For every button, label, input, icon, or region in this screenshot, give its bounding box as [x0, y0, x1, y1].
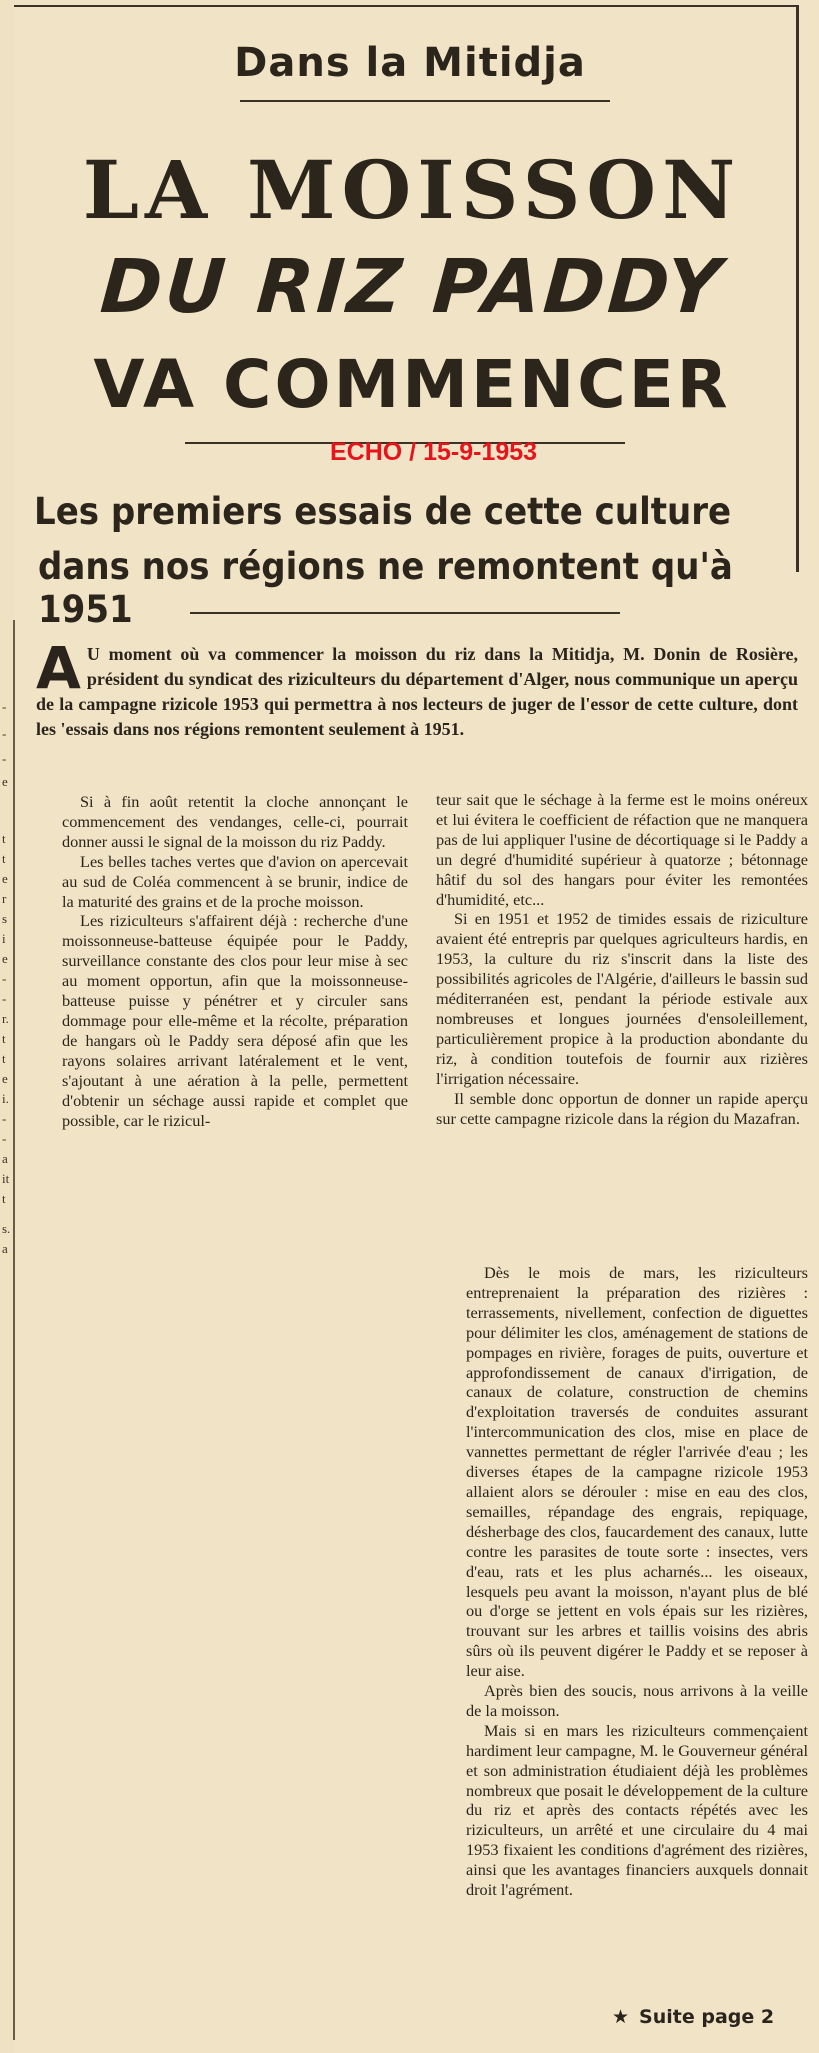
paragraph: Si en 1951 et 1952 de timides essais de riziculture avaient été entrepris par quelques agriculteurs hardis, en 1953, la culture du riz s'inscrit dans la liste des possibilités agricoles de l'Algérie, d'ailleurs le bassin sud méditerranéen est, pendant la période estivale aux nombreuses et longues journées d'ensoleillement, particulièrement propice à la production abondante du riz, à condition toutefois de fournir aux rizières l'irrigation nécessaire.: [436, 909, 808, 1088]
article-column-2: [436, 790, 808, 1128]
margin-char: -: [2, 1111, 7, 1126]
left-margin-strip: [0, 0, 14, 2053]
lead-text: U moment où va commencer la moisson du riz dans la Mitidja, M. Donin de Rosière, président du syndicat des riziculteurs du département d'Alger, nous communique un aperçu de la campagne rizicole 1953 qui permettra à nos lecteurs de juger de l'essor de cette culture, dont les 'essais dans nos régions remontent seulement à 1951.: [36, 644, 798, 739]
margin-char: -: [2, 726, 7, 741]
headline-line-3: VA COMMENCER: [93, 346, 731, 423]
margin-char: a: [2, 1241, 8, 1256]
continuation-text: Suite page 2: [639, 2006, 775, 2028]
headline-line-1: LA MOISSON: [82, 143, 742, 237]
paragraph: Après bien des soucis, nous arrivons à la veille de la moisson.: [466, 1681, 808, 1720]
drop-cap: A: [36, 634, 81, 702]
article-column-3: [466, 1263, 808, 1900]
headline-line-2: DU RIZ PADDY: [97, 244, 727, 330]
margin-char: i.: [2, 1091, 9, 1106]
margin-char: e: [2, 871, 8, 886]
margin-char: s.: [2, 1221, 11, 1236]
article-column-1: [62, 792, 408, 1130]
margin-char: -: [2, 991, 7, 1006]
margin-char: -: [2, 699, 7, 714]
margin-char: e: [2, 951, 8, 966]
continuation-note: [612, 2006, 774, 2028]
margin-char: -: [2, 751, 7, 766]
paragraph: teur sait que le séchage à la ferme est le moins onéreux et lui évitera le coefficient de réfaction que ne manquera pas de lui appliquer l'usine de décortiquage si le Paddy a un degré d'humidité supérieur à quatorze ; bétonnage hâtif du sol des hangars pour éviter les remontées d'humidité, etc...: [436, 790, 808, 909]
margin-char: -: [2, 971, 7, 986]
archive-stamp: ECHO / 15-9-1953: [330, 438, 538, 466]
paragraph: Les riziculteurs s'affairent déjà : recherche d'une moissonneuse-batteuse équipée pour le Paddy, surveillance constante des clos pour leur mise à sec au moment opportun, afin que la moissonneuse-batteuse puisse y pénétrer et y circuler sans dommage pour elle-même et la récolte, préparation de hangars où le Paddy sera déposé afin que les rayons solaires arrivant latéralement et le vent, s'ajoutant à une aération à la pelle, permettent d'obtenir un séchage aussi rapide et complet que possible, car le rizicul-: [62, 911, 408, 1130]
paragraph: Les belles taches vertes que d'avion on apercevait au sud de Coléa commencent à se brunir, indice de la maturité des grains et de la proche moisson.: [62, 851, 408, 911]
margin-char: i: [2, 931, 6, 946]
margin-char: t: [2, 831, 6, 846]
paragraph: Si à fin août retentit la cloche annonçant le commencement des vendanges, celle-ci, pourrait donner aussi le signal de la moisson du riz Paddy.: [62, 792, 408, 851]
margin-char: r.: [2, 1011, 9, 1026]
subheadline-line-2: dans nos régions ne remontent qu'à 1951: [38, 545, 733, 631]
margin-char: e: [2, 774, 8, 789]
margin-char: t: [2, 851, 6, 866]
margin-char: t: [2, 1191, 6, 1206]
subheadline-line-1: Les premiers essais de cette culture: [34, 490, 732, 533]
subheadline-rule: [190, 612, 620, 614]
margin-char: t: [2, 1031, 6, 1046]
section-kicker: Dans la Mitidja: [234, 40, 586, 86]
paragraph: Mais si en mars les riziculteurs commençaient hardiment leur campagne, M. le Gouverneur général et son administration étudiaient déjà les problèmes nombreux que posait le développement de la culture du riz et après des contacts répétés avec les riziculteurs, un arrêté et une circulaire du 4 mai 1953 fixaient les conditions d'agrément des rizières, ainsi que les avantages financiers auxquels donnait droit l'agrément.: [466, 1720, 808, 1900]
margin-char: e: [2, 1071, 8, 1086]
margin-char: t: [2, 1051, 6, 1066]
article-lead: [36, 634, 798, 742]
column-divider: [13, 620, 15, 2040]
kicker-rule: [240, 100, 610, 102]
margin-char: a: [2, 1151, 8, 1166]
paragraph: Il semble donc opportun de donner un rapide aperçu sur cette campagne rizicole dans la région du Mazafran.: [436, 1088, 808, 1128]
margin-char: it: [2, 1171, 10, 1186]
margin-char: -: [2, 1131, 7, 1146]
margin-char: s: [2, 911, 8, 926]
star-icon: ★: [612, 2006, 630, 2028]
paragraph: Dès le mois de mars, les riziculteurs entreprenaient la préparation des rizières : terrassements, nivellement, confection de diguettes pour délimiter les clos, aménagement de stations de pompages en rivière, forages de puits, ouverture et approfondissement de canaux d'irrigation, de canaux de colature, construction de chemins d'exploitation traversés de conduites assurant l'intercommunication des clos, mise en place de vannettes permettant de régler l'arrivée d'eau ; les diverses étapes de la campagne rizicole 1953 allaient alors se dérouler : mise en eau des clos, semailles, répandage des engrais, repiquage, désherbage des clos, faucardement des canaux, lutte contre les parasites de toute sorte : insectes, vers d'eau, rats et les plus acharnés... les oiseaux, lesquels peu avant la moisson, n'ayant plus de blé ou d'orge se jettent en vols épais sur les rizières, trouvant sur les arbres et taillis voisins des abris sûrs où ils peuvent digérer le Paddy et se reposer à leur aise.: [466, 1263, 808, 1681]
margin-char: r: [2, 891, 7, 906]
